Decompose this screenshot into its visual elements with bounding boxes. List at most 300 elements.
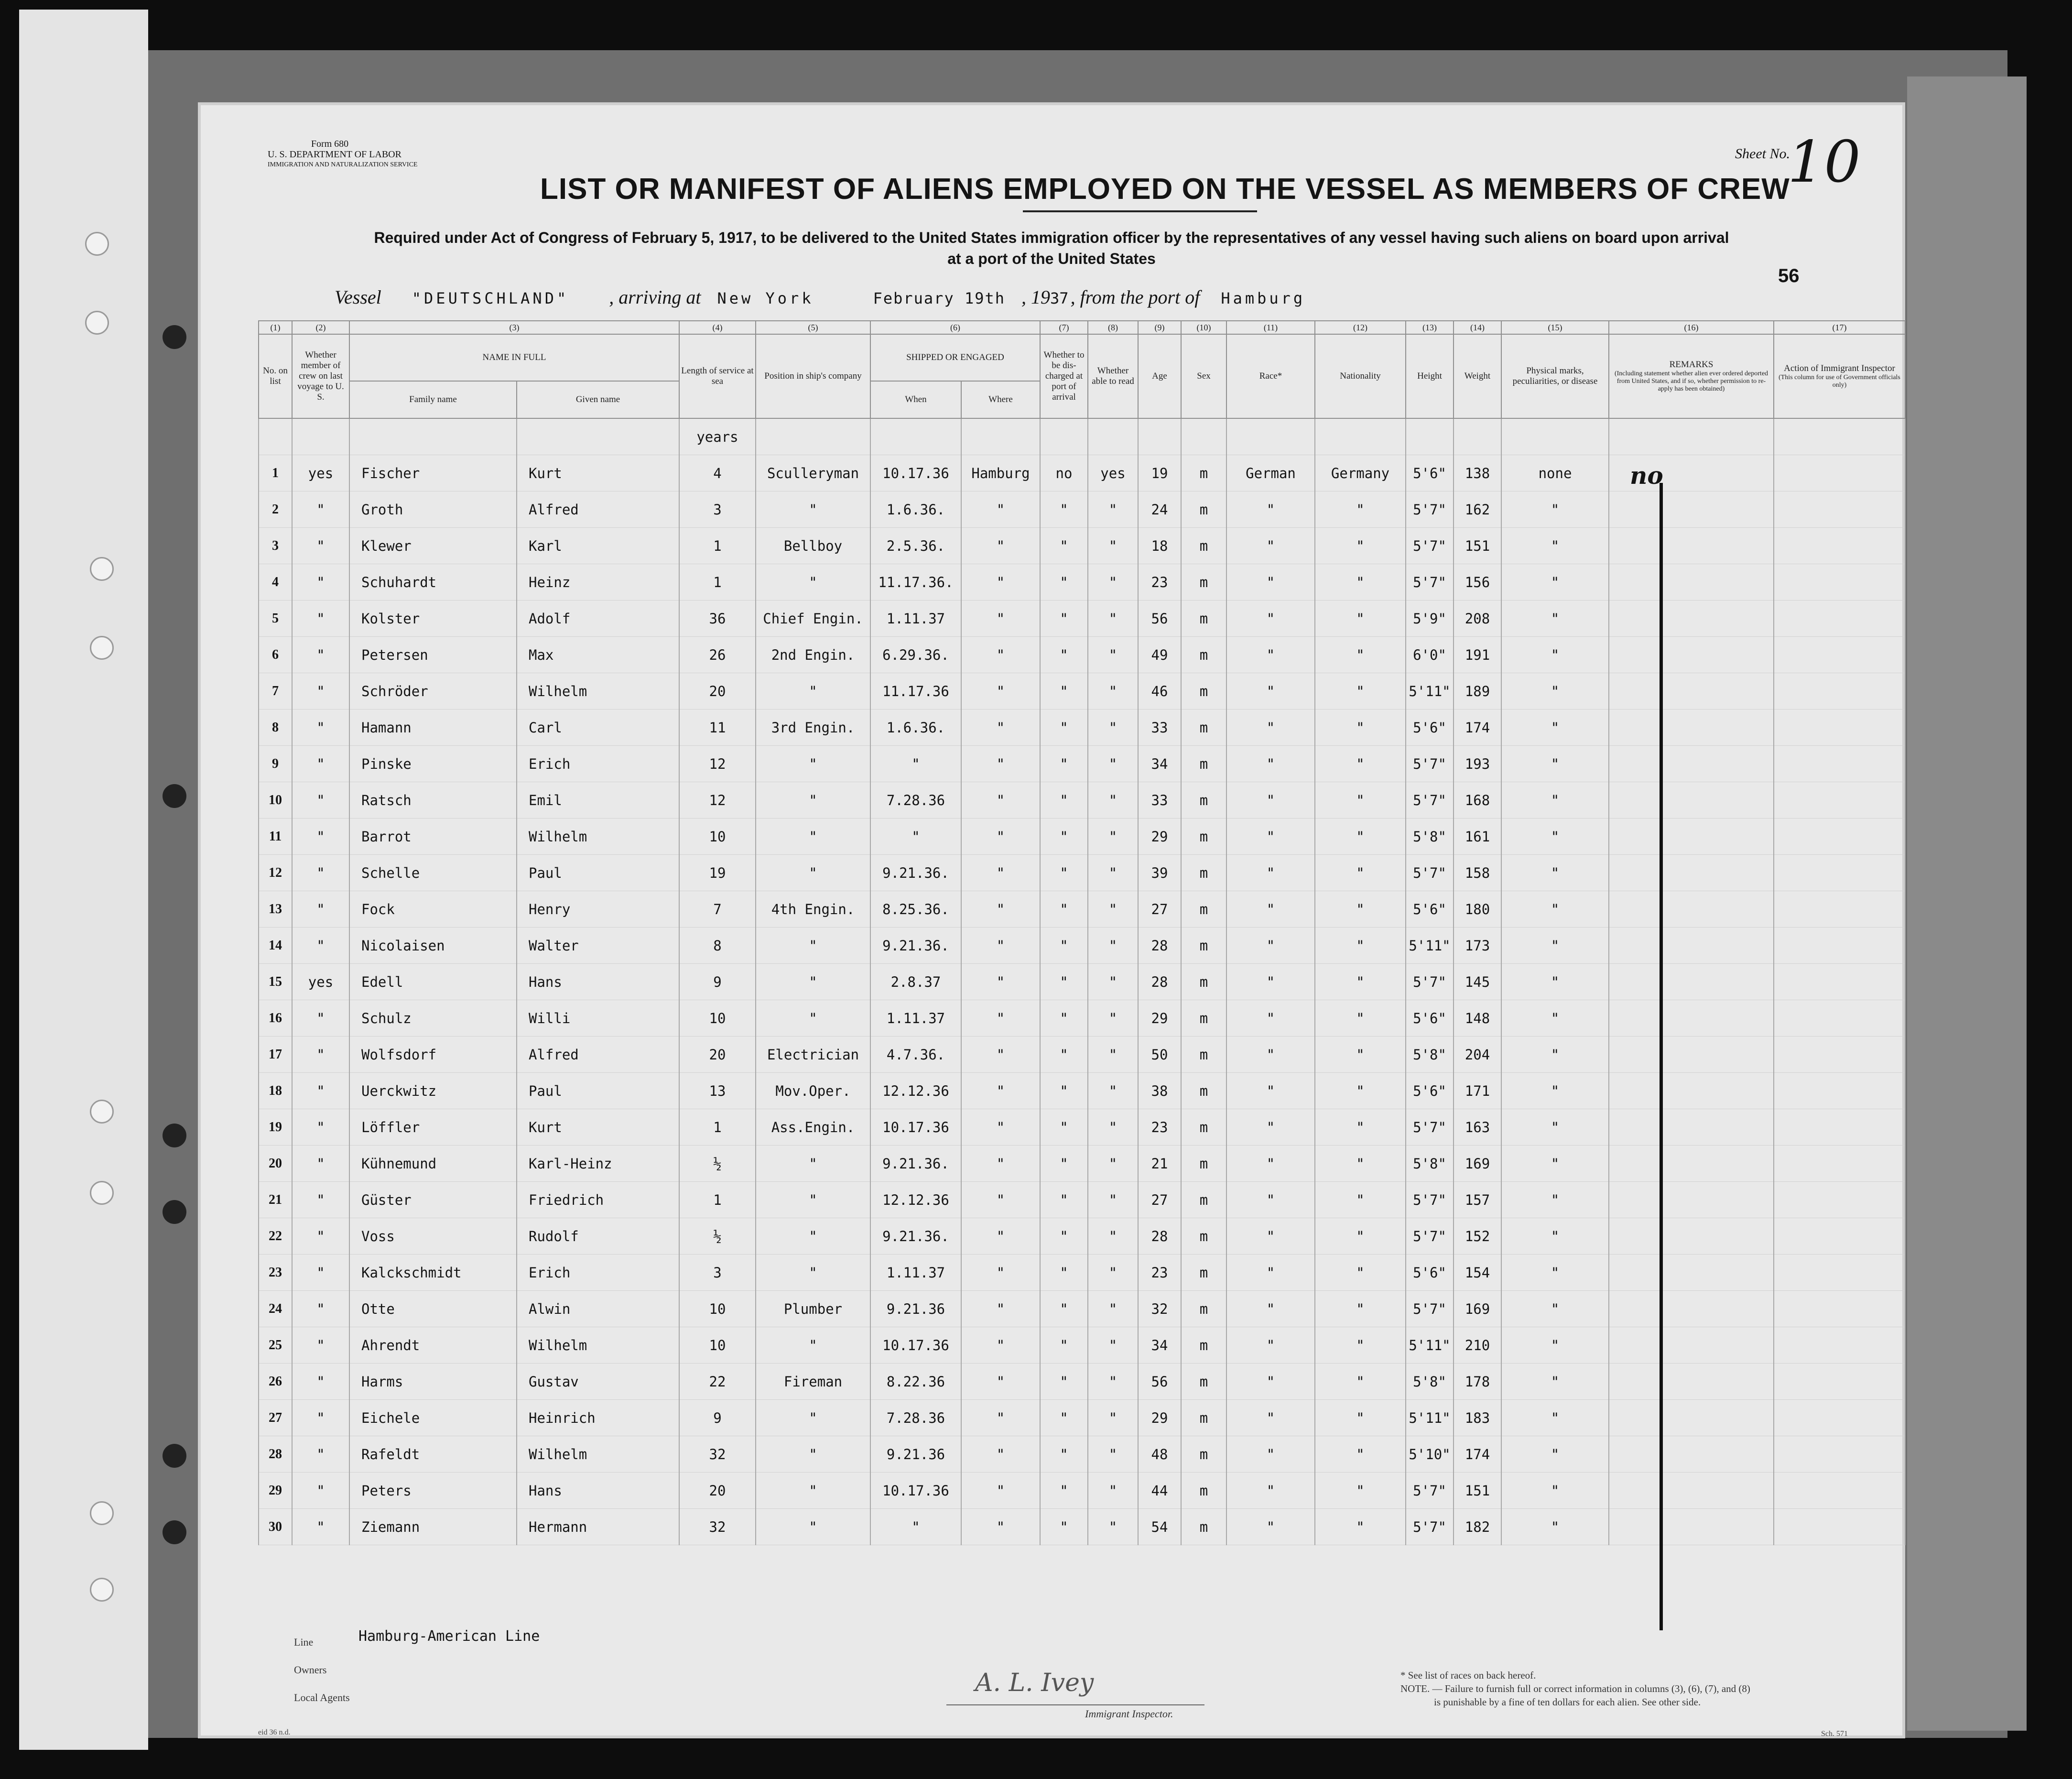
to-be-discharged: " — [1040, 1146, 1088, 1182]
family-name: Schuhardt — [349, 564, 517, 600]
weight: 210 — [1454, 1327, 1501, 1364]
height: 5'8" — [1406, 1146, 1454, 1182]
sex: m — [1181, 1073, 1226, 1109]
physical-marks: " — [1501, 1146, 1609, 1182]
age: 27 — [1138, 1182, 1181, 1218]
inspector-action-cell — [1774, 1291, 1905, 1327]
age: 54 — [1138, 1509, 1181, 1545]
shipped-when: 7.28.36 — [870, 1400, 961, 1436]
shipped-where: " — [961, 1000, 1040, 1037]
age: 48 — [1138, 1436, 1181, 1473]
position: " — [756, 491, 870, 528]
table-row — [259, 1255, 1905, 1291]
row-number: 30 — [259, 1509, 292, 1545]
nationality: " — [1315, 1037, 1406, 1073]
age: 44 — [1138, 1473, 1181, 1509]
row-number: 28 — [259, 1436, 292, 1473]
length-of-service: 8 — [679, 928, 756, 964]
race: " — [1226, 1146, 1315, 1182]
header-action-title: Action of Immigrant Inspector — [1784, 363, 1895, 373]
age: 32 — [1138, 1291, 1181, 1327]
shipped-when: 8.25.36. — [870, 891, 961, 928]
table-row — [259, 1509, 1905, 1545]
shipped-where: " — [961, 928, 1040, 964]
height: 5'6" — [1406, 709, 1454, 746]
table-row — [259, 1436, 1905, 1473]
colnum-1: (1) — [259, 321, 292, 334]
remarks-cell — [1609, 782, 1774, 819]
shipped-when: 9.21.36. — [870, 855, 961, 891]
colnum-3: (3) — [349, 321, 679, 334]
family-name: Wolfsdorf — [349, 1037, 517, 1073]
family-name: Klewer — [349, 528, 517, 564]
header-age: Age — [1138, 334, 1181, 418]
length-of-service: 10 — [679, 1327, 756, 1364]
nationality: " — [1315, 928, 1406, 964]
weight: 157 — [1454, 1182, 1501, 1218]
inspector-label: Immigrant Inspector. — [1085, 1708, 1173, 1720]
weight: 148 — [1454, 1000, 1501, 1037]
table-row — [259, 673, 1905, 709]
to-be-discharged: " — [1040, 782, 1088, 819]
family-name: Fock — [349, 891, 517, 928]
nationality: " — [1315, 564, 1406, 600]
inspector-action-cell — [1774, 528, 1905, 564]
physical-marks: " — [1501, 1073, 1609, 1109]
sex: m — [1181, 891, 1226, 928]
length-of-service: 36 — [679, 600, 756, 637]
age: 33 — [1138, 782, 1181, 819]
crew-member-flag: yes — [292, 964, 349, 1000]
header-weight: Weight — [1454, 334, 1501, 418]
sex: m — [1181, 1146, 1226, 1182]
shipped-where: " — [961, 1400, 1040, 1436]
table-row — [259, 1073, 1905, 1109]
family-name: Schulz — [349, 1000, 517, 1037]
physical-marks: " — [1501, 1255, 1609, 1291]
shipped-when: 9.21.36. — [870, 1218, 961, 1255]
shipped-where: " — [961, 891, 1040, 928]
given-name: Walter — [517, 928, 679, 964]
physical-marks: " — [1501, 1000, 1609, 1037]
crew-member-flag: " — [292, 1000, 349, 1037]
length-of-service: ½ — [679, 1218, 756, 1255]
owners-label: Owners — [294, 1664, 327, 1676]
sex: m — [1181, 819, 1226, 855]
given-name: Wilhelm — [517, 1327, 679, 1364]
crew-member-flag: " — [292, 1255, 349, 1291]
form-number: Form 680 — [311, 139, 349, 149]
header-nationality: Nationality — [1315, 334, 1406, 418]
weight: 168 — [1454, 782, 1501, 819]
nationality: " — [1315, 1146, 1406, 1182]
race: " — [1226, 1436, 1315, 1473]
family-name: Pinske — [349, 746, 517, 782]
shipped-where: " — [961, 855, 1040, 891]
sex: m — [1181, 782, 1226, 819]
position: " — [756, 964, 870, 1000]
family-name: Ahrendt — [349, 1327, 517, 1364]
binder-hole — [85, 232, 109, 256]
departure-port: Hamburg — [1221, 289, 1306, 307]
height: 5'7" — [1406, 964, 1454, 1000]
given-name: Kurt — [517, 1109, 679, 1146]
remarks-cell — [1609, 1509, 1774, 1545]
header-where: Where — [961, 381, 1040, 418]
height: 5'10" — [1406, 1436, 1454, 1473]
shipped-where: " — [961, 1327, 1040, 1364]
weight: 169 — [1454, 1291, 1501, 1327]
length-of-service: 10 — [679, 1291, 756, 1327]
able-to-read: " — [1088, 1291, 1138, 1327]
to-be-discharged: " — [1040, 491, 1088, 528]
colnum-9: (9) — [1138, 321, 1181, 334]
given-name: Karl — [517, 528, 679, 564]
table-row — [259, 1400, 1905, 1436]
remarks-entry: no — [1630, 461, 1663, 490]
physical-marks: " — [1501, 1182, 1609, 1218]
inspector-action-cell — [1774, 782, 1905, 819]
title-underline — [1023, 210, 1257, 212]
position: " — [756, 1182, 870, 1218]
length-of-service: 7 — [679, 891, 756, 928]
to-be-discharged: " — [1040, 855, 1088, 891]
punch-hole — [163, 325, 186, 349]
shipped-when: 11.17.36. — [870, 564, 961, 600]
inspector-signature: A. L. Ivey — [975, 1669, 1094, 1697]
table-row — [259, 1327, 1905, 1364]
able-to-read: " — [1088, 637, 1138, 673]
inspector-action-cell — [1774, 819, 1905, 855]
remarks-cell — [1609, 1109, 1774, 1146]
able-to-read: " — [1088, 564, 1138, 600]
row-number: 9 — [259, 746, 292, 782]
race: " — [1226, 964, 1315, 1000]
physical-marks: " — [1501, 528, 1609, 564]
nationality: " — [1315, 1473, 1406, 1509]
inspector-action-cell — [1774, 491, 1905, 528]
length-of-service: 9 — [679, 964, 756, 1000]
remarks-cell — [1609, 1400, 1774, 1436]
race: " — [1226, 891, 1315, 928]
age: 29 — [1138, 1000, 1181, 1037]
remarks-cell — [1609, 1291, 1774, 1327]
to-be-discharged: " — [1040, 746, 1088, 782]
header-length-of-service: Length of service at sea — [679, 334, 756, 418]
nationality: " — [1315, 709, 1406, 746]
punch-hole — [163, 1520, 186, 1544]
crew-member-flag: " — [292, 1364, 349, 1400]
shipped-where: " — [961, 1182, 1040, 1218]
position: " — [756, 1146, 870, 1182]
crew-member-flag: " — [292, 709, 349, 746]
position: " — [756, 673, 870, 709]
length-of-service: 1 — [679, 1109, 756, 1146]
crew-member-flag: " — [292, 600, 349, 637]
sex: m — [1181, 1436, 1226, 1473]
remarks-cell — [1609, 673, 1774, 709]
inspector-action-cell — [1774, 1400, 1905, 1436]
position: Fireman — [756, 1364, 870, 1400]
height: 5'7" — [1406, 1509, 1454, 1545]
inspector-action-cell — [1774, 637, 1905, 673]
to-be-discharged: " — [1040, 1436, 1088, 1473]
nationality: Germany — [1315, 455, 1406, 491]
nationality: " — [1315, 1291, 1406, 1327]
age: 23 — [1138, 1255, 1181, 1291]
shipped-where: " — [961, 1436, 1040, 1473]
table-row — [259, 600, 1905, 637]
position: Mov.Oper. — [756, 1073, 870, 1109]
header-name-in-full: NAME IN FULL — [349, 334, 679, 381]
table-row — [259, 564, 1905, 600]
given-name: Karl-Heinz — [517, 1146, 679, 1182]
sex: m — [1181, 1109, 1226, 1146]
given-name: Wilhelm — [517, 819, 679, 855]
age: 46 — [1138, 673, 1181, 709]
given-name: Heinz — [517, 564, 679, 600]
shipped-where: " — [961, 1037, 1040, 1073]
header-shipped-or-engaged: SHIPPED OR ENGAGED — [870, 334, 1040, 381]
crew-member-flag: " — [292, 1327, 349, 1364]
sex: m — [1181, 1037, 1226, 1073]
physical-marks: " — [1501, 964, 1609, 1000]
physical-marks: " — [1501, 819, 1609, 855]
shipped-when: 12.12.36 — [870, 1182, 961, 1218]
race: " — [1226, 1218, 1315, 1255]
inspector-action-cell — [1774, 673, 1905, 709]
manifest-sheet — [201, 105, 1902, 1738]
inspector-action-cell — [1774, 1436, 1905, 1473]
nationality: " — [1315, 600, 1406, 637]
weight: 152 — [1454, 1218, 1501, 1255]
crew-member-flag: " — [292, 1073, 349, 1109]
header-inspector-action — [1774, 334, 1905, 418]
binder-hole — [90, 557, 114, 581]
shipped-where: " — [961, 1218, 1040, 1255]
remarks-cell — [1609, 1146, 1774, 1182]
race: " — [1226, 1400, 1315, 1436]
row-number: 26 — [259, 1364, 292, 1400]
crew-member-flag: " — [292, 928, 349, 964]
crew-member-flag: " — [292, 891, 349, 928]
family-name: Güster — [349, 1182, 517, 1218]
physical-marks: " — [1501, 782, 1609, 819]
race: " — [1226, 1291, 1315, 1327]
inspector-action-cell — [1774, 564, 1905, 600]
shipped-where: " — [961, 673, 1040, 709]
sheet-stamp-number: 56 — [1778, 265, 1800, 286]
family-name: Petersen — [349, 637, 517, 673]
family-name: Schröder — [349, 673, 517, 709]
table-row — [259, 1218, 1905, 1255]
height: 5'7" — [1406, 1109, 1454, 1146]
shipped-where: " — [961, 746, 1040, 782]
row-number: 10 — [259, 782, 292, 819]
given-name: Willi — [517, 1000, 679, 1037]
physical-marks: " — [1501, 1436, 1609, 1473]
years-unit-row — [259, 418, 1905, 455]
remarks-cell — [1609, 964, 1774, 1000]
nationality: " — [1315, 673, 1406, 709]
position: " — [756, 1400, 870, 1436]
colnum-15: (15) — [1501, 321, 1609, 334]
schedule-code: Sch. 571 — [1821, 1730, 1848, 1738]
shipped-when: 10.17.36 — [870, 1327, 961, 1364]
physical-marks: " — [1501, 1037, 1609, 1073]
crew-member-flag: " — [292, 1109, 349, 1146]
table-row — [259, 855, 1905, 891]
able-to-read: " — [1088, 891, 1138, 928]
able-to-read: yes — [1088, 455, 1138, 491]
remarks-cell — [1609, 564, 1774, 600]
weight: 161 — [1454, 819, 1501, 855]
remarks-cell — [1609, 1037, 1774, 1073]
to-be-discharged: " — [1040, 528, 1088, 564]
remarks-cell — [1609, 891, 1774, 928]
able-to-read: " — [1088, 1182, 1138, 1218]
nationality: " — [1315, 1218, 1406, 1255]
race: " — [1226, 746, 1315, 782]
age: 23 — [1138, 1109, 1181, 1146]
height: 5'7" — [1406, 1473, 1454, 1509]
remarks-cell — [1609, 637, 1774, 673]
to-be-discharged: no — [1040, 455, 1088, 491]
vessel-label: Vessel — [335, 286, 381, 308]
height: 5'11" — [1406, 1327, 1454, 1364]
local-agents-label: Local Agents — [294, 1692, 350, 1703]
row-number: 7 — [259, 673, 292, 709]
table-row — [259, 1291, 1905, 1327]
table-row — [259, 528, 1905, 564]
physical-marks: " — [1501, 600, 1609, 637]
row-number: 16 — [259, 1000, 292, 1037]
inspector-action-cell — [1774, 1146, 1905, 1182]
position: Ass.Engin. — [756, 1109, 870, 1146]
physical-marks: " — [1501, 1109, 1609, 1146]
row-number: 13 — [259, 891, 292, 928]
weight: 189 — [1454, 673, 1501, 709]
shipping-line: Hamburg-American Line — [358, 1628, 540, 1645]
header-action-note: (This column for use of Government officials only) — [1779, 374, 1900, 389]
age: 56 — [1138, 600, 1181, 637]
shipped-where: " — [961, 1509, 1040, 1545]
shipped-when: 1.6.36. — [870, 709, 961, 746]
given-name: Alfred — [517, 491, 679, 528]
sex: m — [1181, 928, 1226, 964]
crew-member-flag: " — [292, 746, 349, 782]
colnum-2: (2) — [292, 321, 349, 334]
nationality: " — [1315, 1073, 1406, 1109]
weight: 158 — [1454, 855, 1501, 891]
height: 5'6" — [1406, 455, 1454, 491]
shipped-where: " — [961, 709, 1040, 746]
row-number: 17 — [259, 1037, 292, 1073]
to-be-discharged: " — [1040, 600, 1088, 637]
age: 27 — [1138, 891, 1181, 928]
nationality: " — [1315, 1509, 1406, 1545]
crew-member-flag: " — [292, 1218, 349, 1255]
remarks-cell — [1609, 855, 1774, 891]
position: " — [756, 1473, 870, 1509]
binder-hole — [90, 1181, 114, 1205]
race: " — [1226, 673, 1315, 709]
length-of-service: 20 — [679, 1473, 756, 1509]
length-of-service: 32 — [679, 1509, 756, 1545]
inspector-action-cell — [1774, 1218, 1905, 1255]
remarks-cell — [1609, 1327, 1774, 1364]
header-row-1 — [259, 334, 1905, 381]
sex: m — [1181, 1509, 1226, 1545]
height: 5'7" — [1406, 1291, 1454, 1327]
shipped-when: 1.11.37 — [870, 1255, 961, 1291]
race: " — [1226, 528, 1315, 564]
shipped-when: " — [870, 746, 961, 782]
shipped-when: 6.29.36. — [870, 637, 961, 673]
position: " — [756, 746, 870, 782]
to-be-discharged: " — [1040, 673, 1088, 709]
table-row — [259, 637, 1905, 673]
race: " — [1226, 491, 1315, 528]
given-name: Paul — [517, 1073, 679, 1109]
line-label: Line — [294, 1636, 314, 1648]
to-be-discharged: " — [1040, 891, 1088, 928]
physical-marks: " — [1501, 491, 1609, 528]
remarks-cell — [1609, 1473, 1774, 1509]
inspector-action-cell — [1774, 1182, 1905, 1218]
sex: m — [1181, 855, 1226, 891]
able-to-read: " — [1088, 491, 1138, 528]
weight: 174 — [1454, 1436, 1501, 1473]
row-number: 21 — [259, 1182, 292, 1218]
shipped-where: " — [961, 1109, 1040, 1146]
punch-hole — [163, 1124, 186, 1147]
table-row — [259, 1473, 1905, 1509]
remarks-cell — [1609, 1000, 1774, 1037]
colnum-12: (12) — [1315, 321, 1406, 334]
to-be-discharged: " — [1040, 1073, 1088, 1109]
physical-marks: " — [1501, 1327, 1609, 1364]
nationality: " — [1315, 1182, 1406, 1218]
able-to-read: " — [1088, 709, 1138, 746]
to-be-discharged: " — [1040, 564, 1088, 600]
height: 5'6" — [1406, 1000, 1454, 1037]
weight: 183 — [1454, 1400, 1501, 1436]
table-row — [259, 964, 1905, 1000]
given-name: Adolf — [517, 600, 679, 637]
height: 5'7" — [1406, 528, 1454, 564]
race: " — [1226, 600, 1315, 637]
given-name: Erich — [517, 1255, 679, 1291]
document-subtitle — [277, 227, 1826, 269]
race: " — [1226, 928, 1315, 964]
able-to-read: " — [1088, 1473, 1138, 1509]
row-number: 8 — [259, 709, 292, 746]
family-name: Voss — [349, 1218, 517, 1255]
sex: m — [1181, 1218, 1226, 1255]
family-name: Ratsch — [349, 782, 517, 819]
service-name: IMMIGRATION AND NATURALIZATION SERVICE — [268, 161, 418, 168]
binder-hole — [85, 311, 109, 335]
position: 4th Engin. — [756, 891, 870, 928]
sex: m — [1181, 1255, 1226, 1291]
position: Electrician — [756, 1037, 870, 1073]
shipped-where: " — [961, 1073, 1040, 1109]
height: 6'0" — [1406, 637, 1454, 673]
sex: m — [1181, 673, 1226, 709]
header-physical-marks: Physical marks, peculiarities, or disease — [1501, 334, 1609, 418]
sex: m — [1181, 600, 1226, 637]
